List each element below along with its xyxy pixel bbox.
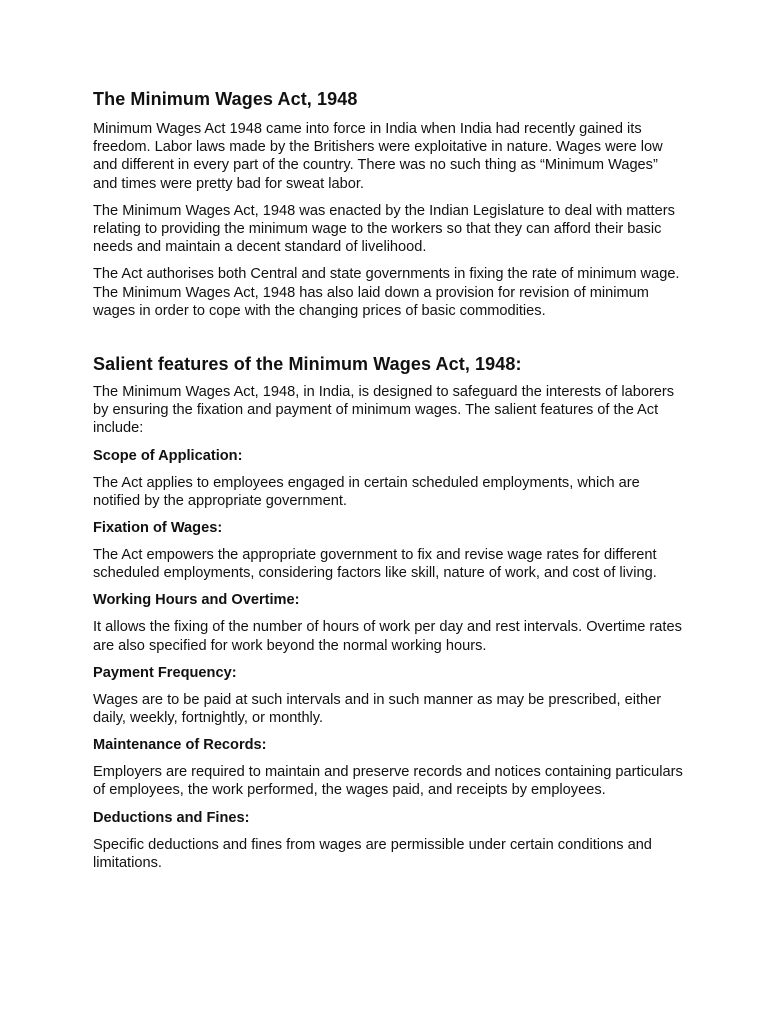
feature-heading-payment: Payment Frequency: (93, 664, 237, 681)
feature-heading-working-hours: Working Hours and Overtime: (93, 592, 300, 609)
feature-text-working-hours: It allows the fixing of the number of hours of work per day and rest intervals. Overtime rates are also specified for work beyond the normal working hours. (93, 619, 682, 654)
feature-heading-deductions: Deductions and Fines: (93, 809, 250, 826)
feature-heading-records: Maintenance of Records: (93, 737, 267, 754)
intro-paragraph-2: The Minimum Wages Act, 1948 was enacted by the Indian Legislature to deal with matters relating to providing the minimum wage to the workers so that they can afford their basic needs and maintain a decent standard of livelihood. (93, 202, 675, 256)
feature-text-fixation: The Act empowers the appropriate government to fix and revise wage rates for different scheduled employments, considering factors like skill, nature of work, and cost of living. (93, 547, 657, 582)
features-intro: The Minimum Wages Act, 1948, in India, is designed to safeguard the interests of laborers by ensuring the fixation and payment of minimum wages. The salient features of the Act include: (93, 384, 675, 437)
document-page (93, 88, 685, 881)
feature-text-payment: Wages are to be paid at such intervals and in such manner as may be prescribed, either daily, weekly, fortnightly, or monthly. (93, 691, 662, 727)
feature-heading-fixation: Fixation of Wages: (93, 520, 223, 537)
feature-text-deductions: Specific deductions and fines from wages are permissible under certain conditions and limitations. (93, 836, 652, 871)
feature-text-records: Employers are required to maintain and preserve records and notices containing particulars of employees, the work performed, the wages paid, and receipts by employees. (93, 764, 683, 799)
document-title: The Minimum Wages Act, 1948 (93, 89, 358, 109)
feature-heading-scope: Scope of Application: (93, 447, 243, 464)
features-heading: Salient features of the Minimum Wages Act, 1948: (93, 354, 522, 375)
feature-text-scope: The Act applies to employees engaged in certain scheduled employments, which are notified by the appropriate government. (93, 474, 640, 509)
intro-paragraph-3: The Act authorises both Central and state governments in fixing the rate of minimum wage. The Minimum Wages Act, 1948 has also laid down a provision for revision of minimum wages in order to cope with the changing prices of basic commodities. (93, 266, 680, 319)
intro-paragraph-1: Minimum Wages Act 1948 came into force in India when India had recently gained its freedom. Labor laws made by the Britishers were exploitative in nature. Wages were low and different in every part of the country. There was no such thing as “Minimum Wages” and times were pretty bad for sweat labor. (93, 121, 663, 192)
